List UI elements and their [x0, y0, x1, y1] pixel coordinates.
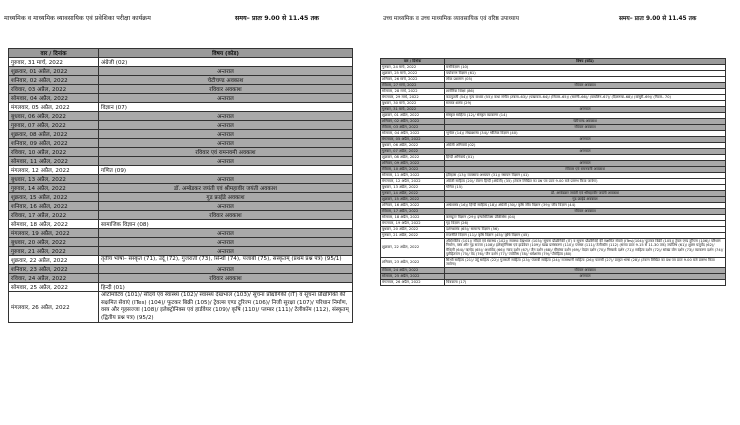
table-row — [9, 202, 353, 211]
row-date: सोमवार, 11 अप्रैल, 2022 — [381, 173, 445, 179]
row-date: रविवार, 10 अप्रैल, 2022 — [9, 148, 99, 157]
right-exam-time: समय– प्रातः 9.00 से 11.45 तक — [619, 16, 697, 22]
row-subject: रविवार अवकाश — [99, 85, 353, 94]
row-subject: अन्तराल — [445, 273, 726, 279]
row-subject: रविवार एवं रामनवमी अवकाश — [445, 167, 726, 173]
row-date: गुरुवार, 21 अप्रैल, 2022 — [9, 247, 99, 256]
row-subject: अंग्रेजी अनिवार्य (02) — [445, 143, 726, 149]
row-subject: सिन्धी साहित्य (21)/ उर्दू साहित्य (22)/ गुजराती साहित्य (23)/ पंजाबी साहित्य (24)/ राजस्थानी साहित्य (26)/ फारसी (27)/ प्राकृत भाषा (28)/ (टंकण लिखित का प्रश्न पत्र प्रातः 9.00 बजे प्रारम्भ किया जावेगा) — [445, 257, 726, 267]
row-subject: शारीरिक शिक्षा (86) — [445, 89, 726, 95]
table-row — [9, 283, 353, 292]
row-subject: अन्तराल — [99, 247, 353, 256]
row-subject: गणित (09) — [99, 166, 353, 175]
row-subject: ऑटोमोटिव (101)/ सौंदर्य एवं स्वास्थ्य (102)/ स्वास्थ्य देखभाल (103)/ सूचना प्रौद्योगिकी (IT) व सूचना प्रौद्योगिकी की सक्षमित सेवाएं (ITes) (104)/ फूटकर बिक्री (105)/ ट्रेवल्स एण्ड टूरिज्म (106)/ निजी सुरक्षा (107)/ परिधान निर्माण, वस्त्र और गृहसज्जा (108)/ इलेक्ट्रोनिक्स एवं हार्डवेयर (109)/ कृषि (110)/ प्लम्बर (111)/ टेलीकॉम (112), संस्कृतम् (द्वितीय प्रश्न पत्र) (95/2) — [99, 292, 353, 323]
row-date: मंगलवार, 05 अप्रैल, 2022 — [381, 137, 445, 143]
row-subject: संस्कृत साहित्य (12)/ संस्कृत व्याकरण (14) — [445, 113, 726, 119]
right-schedule-table — [380, 58, 726, 286]
table-row — [9, 238, 353, 247]
table-row — [9, 94, 353, 103]
row-date: बुधवार, 20 अप्रैल, 2022 — [381, 227, 445, 233]
row-date: शनिवार, 02 अप्रैल, 2022 — [381, 119, 445, 125]
row-subject: अन्तराल — [99, 229, 353, 238]
row-subject: रविवार एवं रामनवमी अवकाश — [99, 148, 353, 157]
row-subject: अन्तराल — [99, 121, 353, 130]
row-date: मंगलवार, 12 अप्रैल, 2022 — [381, 179, 445, 185]
row-date: सोमवार, 18 अप्रैल, 2022 — [381, 215, 445, 221]
row-date: मंगलवार, 29 मार्च, 2022 — [381, 95, 445, 101]
row-subject: अंग्रेजी (02) — [99, 58, 353, 67]
row-date: मंगलवार, 26 अप्रैल, 2022 — [381, 279, 445, 285]
row-subject: ऑटोमोटिव (101)/ सौंदर्य एवं स्वास्थ्य (102)/ स्वास्थ्य देखभाल (103)/ सूचना प्रौद्योगिकी (IT) व सूचना प्रौद्योगिकी की सक्षमित सेवाएं (ITes)(104)/ फूटकर बिक्री (105)/ ट्रेवल एण्ड टूरिज्म (106)/ परिधान निर्माण, वस्त्र और गृह सज्जा (108)/ इलेक्ट्रोनिक्स एवं हार्डवेयर (109)/ खाद्य प्रसंस्करण (110)/ प्लम्बर (111)/ टेलीकॉम (112) (समय प्रातः 9.15 से 11.30 तक) ज्योतिष (61)/ शुक्ल यजुर्वेद (62)/ मैथिली (64)/ ऋग्वेद (65)/ अथर्ववेद (66)/ न्याय दर्शन (67)/ जैन दर्शन (68)/ मीमांसा दर्शन (69)/ वेदांत दर्शन (70)/ निम्बार्क दर्शन (71)/ साहित्य दर्शन (72)/ सांख्य योग दर्शन (73)/ व्याकरण दर्शन (74)/ पुरोहितरत्न (75)/ वेद (76)/ जैन दर्शन (77)/ ज्योतिष (78)/ धर्मशास्त्र (79)/ पौरोहित्य (80) — [445, 239, 726, 258]
row-date: बुधवार, 06 अप्रैल, 2022 — [9, 112, 99, 121]
row-subject: डॉ. अम्बेडकर जयंती एवं श्रीमहावीर जयंती अवकाश — [99, 184, 353, 193]
row-date: बुधवार, 13 अप्रैल, 2022 — [9, 175, 99, 184]
table-row — [381, 257, 726, 267]
row-subject: इतिहास (13)/ व्यवसाय अध्ययन (31)/ रसायन विज्ञान (41) — [445, 173, 726, 179]
row-subject: रविवार अवकाश — [99, 274, 353, 283]
row-subject: सामाजिक विज्ञान (08) — [99, 220, 353, 229]
row-subject: रविवार अवकाश — [445, 125, 726, 131]
row-date: शनिवार, 09 अप्रैल, 2022 — [9, 139, 99, 148]
table-header-row — [9, 49, 353, 58]
table-row — [9, 247, 353, 256]
row-subject: लोक प्रशासन (05) — [445, 77, 726, 83]
table-row — [9, 211, 353, 220]
subject-column-header: विषय (कोड) — [445, 59, 726, 65]
row-subject: अन्तराल — [99, 238, 353, 247]
row-date: बुधवार, 13 अप्रैल, 2022 — [381, 185, 445, 191]
row-subject: रविवार अवकाश — [99, 211, 353, 220]
row-subject: तृतीय भाषा– संस्कृत (71), उर्दू (72), गुजराती (73), सिन्धी (74), पंजाबी (75), संस्कृतम् (प्रथम प्रश्न पत्र) (95/1) — [99, 256, 353, 265]
table-row — [9, 103, 353, 112]
row-date: रविवार, 03 अप्रैल, 2022 — [381, 125, 445, 131]
row-date: रविवार, 10 अप्रैल, 2022 — [381, 167, 445, 173]
row-date: बुधवार, 06 अप्रैल, 2022 — [381, 143, 445, 149]
row-date: गुरुवार, 07 अप्रैल, 2022 — [381, 149, 445, 155]
row-date: रविवार, 17 अप्रैल, 2022 — [9, 211, 99, 220]
row-date: शुक्रवार, 08 अप्रैल, 2022 — [381, 155, 445, 161]
table-row — [9, 193, 353, 202]
row-date: शुक्रवार, 01 अप्रैल, 2022 — [381, 113, 445, 119]
row-date: सोमवार, 28 मार्च, 2022 — [381, 89, 445, 95]
table-row — [9, 256, 353, 265]
row-date: सोमवार, 18 अप्रैल, 2022 — [9, 220, 99, 229]
row-date: शनिवार, 16 अप्रैल, 2022 — [9, 202, 99, 211]
row-date: रविवार, 27 मार्च, 2022 — [381, 83, 445, 89]
table-row — [9, 139, 353, 148]
table-row — [9, 220, 353, 229]
row-date: शुक्रवार, 22 अप्रैल, 2022 — [381, 239, 445, 258]
row-subject: चेटीचण्ड अवकाश — [445, 119, 726, 125]
table-row — [381, 279, 726, 285]
table-row — [9, 76, 353, 85]
row-subject: अन्तराल — [445, 137, 726, 143]
left-page-title: माध्यमिक व माध्यमिक व्यावसायिक एवं प्रवेशिका परीक्षा कार्यक्रम — [4, 15, 151, 22]
table-row — [9, 292, 353, 323]
right-timetable-page — [370, 0, 740, 425]
row-date: गुरुवार, 24 मार्च, 2022 — [381, 65, 445, 71]
row-date: रविवार, 03 अप्रैल, 2022 — [9, 85, 99, 94]
row-date: शुक्रवार, 01 अप्रैल, 2022 — [9, 67, 99, 76]
row-subject: अन्तराल — [99, 157, 353, 166]
row-subject: गृह विज्ञान (26) — [445, 221, 726, 227]
row-date: शनिवार, 23 अप्रैल, 2022 — [9, 265, 99, 274]
row-subject: डॉ. अम्बेडकर जयंती एवं श्रीमहावीर जयंती अवकाश — [445, 191, 726, 197]
row-date: शनिवार, 23 अप्रैल, 2022 — [381, 257, 445, 267]
row-subject: समाज शास्त्र (29) — [445, 101, 726, 107]
row-date: शनिवार, 09 अप्रैल, 2022 — [381, 161, 445, 167]
row-subject: अन्तराल — [445, 161, 726, 167]
row-subject: दर्शनशास्त्र (65)/ सामान्य विज्ञान (56) — [445, 227, 726, 233]
row-subject: कम्प्यूटर विज्ञान (29)/ इन्फोमेटिक्स प्रेक्टिसेस (04) — [445, 215, 726, 221]
row-date: बुधवार, 30 मार्च, 2022 — [381, 101, 445, 107]
row-date: मंगलवार, 26 अप्रैल, 2022 — [9, 292, 99, 323]
row-date: मंगलवार, 19 अप्रैल, 2022 — [9, 229, 99, 238]
row-date: गुरुवार, 07 अप्रैल, 2022 — [9, 121, 99, 130]
row-date: रविवार, 24 अप्रैल, 2022 — [9, 274, 99, 283]
row-subject: रविवार अवकाश — [445, 209, 726, 215]
row-subject: अन्तराल — [99, 139, 353, 148]
row-subject: हिन्दी अनिवार्य (01) — [445, 155, 726, 161]
row-date: गुरुवार, 31 मार्च, 2022 — [381, 107, 445, 113]
table-row — [9, 157, 353, 166]
row-subject: गुड फ्राईडे अवकाश — [99, 193, 353, 202]
left-exam-time: समय– प्रातः 9.00 से 11.45 तक — [235, 15, 319, 22]
table-row — [9, 67, 353, 76]
row-date: शनिवार, 16 अप्रैल, 2022 — [381, 203, 445, 209]
row-subject: राजनीति विज्ञान (11)/ कृषि विज्ञान (45)/ कृषि विज्ञान (45) — [445, 233, 726, 239]
row-date: रविवार, 17 अप्रैल, 2022 — [381, 209, 445, 215]
row-date: गुरुवार, 14 अप्रैल, 2022 — [9, 184, 99, 193]
row-subject: अन्तराल — [99, 94, 353, 103]
row-subject: हिन्दी (01) — [99, 283, 353, 292]
row-subject: अन्तराल — [99, 130, 353, 139]
right-page-title: उच्च माध्यमिक व उच्च माध्यमिक व्यावसायिक एवं वरिष्ठ उपाध्याय — [383, 16, 520, 22]
row-date: सोमवार, 25 अप्रैल, 2022 — [9, 283, 99, 292]
table-row — [9, 229, 353, 238]
row-subject: अन्तराल — [99, 202, 353, 211]
row-date: शुक्रवार, 22 अप्रैल, 2022 — [9, 256, 99, 265]
row-date: रविवार, 24 अप्रैल, 2022 — [381, 267, 445, 273]
row-subject: भूगोल (14)/ लेखाशास्त्र (34)/ भौतिक विज्ञान (40) — [445, 131, 726, 137]
row-subject: चेटीचण्ड अवकाश — [99, 76, 353, 85]
row-date: बुधवार, 20 अप्रैल, 2022 — [9, 238, 99, 247]
row-subject: अन्तराल — [99, 265, 353, 274]
row-subject: अन्तराल — [445, 107, 726, 113]
row-date: मंगलवार, 05 अप्रैल, 2022 — [9, 103, 99, 112]
row-subject: विज्ञान (07) — [99, 103, 353, 112]
table-row — [9, 274, 353, 283]
row-subject: रविवार अवकाश — [445, 83, 726, 89]
date-column-header: वार / दिनांक — [9, 49, 99, 58]
subject-column-header: विषय (कोड) — [99, 49, 353, 58]
row-subject: गणित (15) — [445, 185, 726, 191]
row-date: सोमवार, 04 अप्रैल, 2022 — [9, 94, 99, 103]
table-row — [9, 85, 353, 94]
row-subject: मनोविज्ञान (10) — [445, 65, 726, 71]
row-date: शनिवार, 26 मार्च, 2022 — [381, 77, 445, 83]
row-date: सोमवार, 11 अप्रैल, 2022 — [9, 157, 99, 166]
row-subject: अंग्रेजी साहित्य (20)/ टंकण हिन्दी (अंग्रेजी) (35) (टंकण लिखित का प्रश्न पत्र प्रातः 9.00 बजे प्रारम्भ किया जावेगा) — [445, 179, 726, 185]
table-row — [9, 112, 353, 121]
left-schedule-table — [8, 48, 353, 323]
table-row — [9, 130, 353, 139]
row-date: मंगलवार, 12 अप्रैल, 2022 — [9, 166, 99, 175]
table-row — [9, 265, 353, 274]
row-subject: अन्तराल — [445, 149, 726, 155]
table-row — [9, 121, 353, 130]
row-date: शुक्रवार, 25 मार्च, 2022 — [381, 71, 445, 77]
row-subject: कठपुतली (54)/ नृत्य कथक (55)/ कथा संगीत (तबला–63)/ (पखावज–64)/ (सितार–65)/ (सारंगी–66)/ (वायलिन–67)/ (दिलरूबा–68)/ (बांसुरी–69)/ (गिटार– 70) — [445, 95, 726, 101]
row-date: मंगलवार, 19 अप्रैल, 2022 — [381, 221, 445, 227]
table-row — [9, 184, 353, 193]
row-date: शुक्रवार, 15 अप्रैल, 2022 — [381, 197, 445, 203]
row-subject: रविवार अवकाश — [445, 267, 726, 273]
row-date: गुरुवार, 14 अप्रैल, 2022 — [381, 191, 445, 197]
row-date: शुक्रवार, 15 अप्रैल, 2022 — [9, 193, 99, 202]
row-subject: पर्यावरण विज्ञान (61) — [445, 71, 726, 77]
row-subject: गुड फ्राईडे अवकाश — [445, 197, 726, 203]
table-row — [9, 166, 353, 175]
row-subject: अन्तराल — [99, 67, 353, 76]
date-column-header: वार / दिनांक — [381, 59, 445, 65]
row-date: शुक्रवार, 08 अप्रैल, 2022 — [9, 130, 99, 139]
row-date: गुरुवार, 31 मार्च, 2022 — [9, 58, 99, 67]
table-row — [381, 239, 726, 258]
table-row — [9, 58, 353, 67]
row-date: सोमवार, 04 अप्रैल, 2022 — [381, 131, 445, 137]
row-subject: चित्रकला (17) — [445, 279, 726, 285]
row-date: शनिवार, 02 अप्रैल, 2022 — [9, 76, 99, 85]
row-date: गुरुवार, 21 अप्रैल, 2022 — [381, 233, 445, 239]
table-row — [9, 148, 353, 157]
table-row — [9, 175, 353, 184]
row-date: सोमवार, 25 अप्रैल, 2022 — [381, 273, 445, 279]
row-subject: अन्तराल — [99, 175, 353, 184]
row-subject: अर्थशास्त्र (16)/ हिन्दी साहित्य (18)/ अंग्रेजी (30)/ कृषि जीव विज्ञान (39)/ जीव विज्ञान (44) — [445, 203, 726, 209]
row-subject: अन्तराल — [99, 112, 353, 121]
